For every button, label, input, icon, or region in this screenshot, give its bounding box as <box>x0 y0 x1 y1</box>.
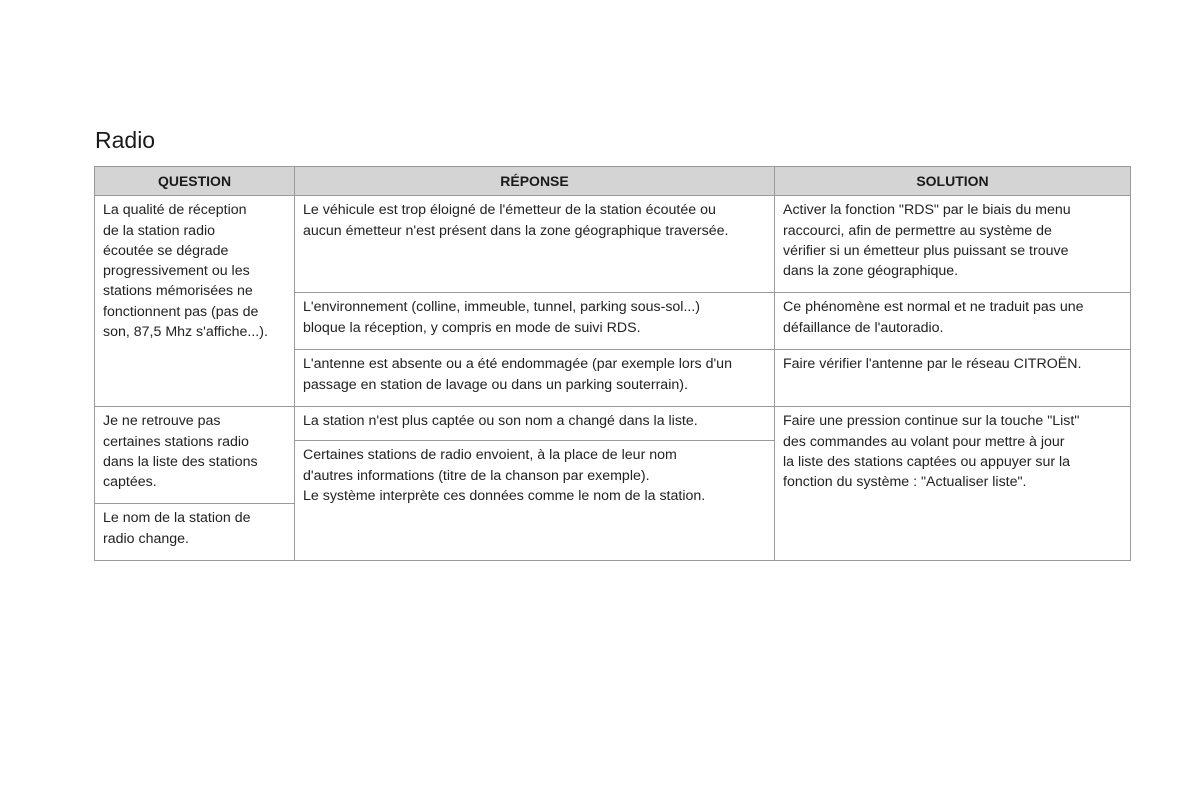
question-cell <box>95 407 295 504</box>
question-text: Le nom de la station de radio change. <box>103 510 251 547</box>
question-text: Je ne retrouve pas certaines stations radio dans la liste des stations captées. <box>103 413 258 491</box>
answer-cell <box>295 350 775 407</box>
solution-text: Ce phénomène est normal et ne traduit pas une défaillance de l'autoradio. <box>783 299 1084 336</box>
answer-text: Certaines stations de radio envoient, à la place de leur nom d'autres informations (titre de la chanson par exemple). Le système interprète ces données comme le nom de la station. <box>303 447 706 504</box>
page-title: Radio <box>95 127 156 153</box>
question-cell <box>95 196 295 407</box>
solution-text: Faire une pression continue sur la touche "List" des commandes au volant pour mettre à jour la liste des stations captées ou appuyer sur la fonction du système : "Actualiser liste". <box>783 413 1080 491</box>
column-header-question: QUESTION <box>95 167 295 196</box>
column-header-solution: SOLUTION <box>775 167 1131 196</box>
solution-cell <box>775 196 1131 293</box>
answer-text: La station n'est plus captée ou son nom a changé dans la liste. <box>303 413 698 430</box>
solution-cell <box>775 407 1131 561</box>
answer-cell <box>295 293 775 350</box>
answer-cell <box>295 441 775 561</box>
question-text: La qualité de réception de la station radio écoutée se dégrade progressivement ou les stations mémorisées ne fonctionnent pas (pas de son, 87,5 Mhz s'affiche...). <box>103 202 268 341</box>
column-header-answer: RÉPONSE <box>295 167 775 196</box>
answer-text: L'antenne est absente ou a été endommagée (par exemple lors d'un passage en station de lavage ou dans un parking souterrain). <box>303 356 732 393</box>
troubleshooting-table <box>94 166 1131 561</box>
question-cell <box>95 504 295 561</box>
solution-cell <box>775 350 1131 407</box>
solution-text: Activer la fonction "RDS" par le biais du menu raccourci, afin de permettre au système de vérifier si un émetteur plus puissant se trouve dans la zone géographique. <box>783 202 1071 280</box>
solution-text: Faire vérifier l'antenne par le réseau CITROËN. <box>783 356 1082 373</box>
answer-cell <box>295 196 775 293</box>
answer-cell <box>295 407 775 441</box>
solution-cell <box>775 293 1131 350</box>
answer-text: L'environnement (colline, immeuble, tunnel, parking sous-sol...) bloque la réception, y compris en mode de suivi RDS. <box>303 299 701 336</box>
table-row <box>95 196 1131 293</box>
answer-text: Le véhicule est trop éloigné de l'émetteur de la station écoutée ou aucun émetteur n'est présent dans la zone géographique traversée. <box>303 202 729 239</box>
table-row <box>95 407 1131 441</box>
table-header-row <box>95 167 1131 196</box>
